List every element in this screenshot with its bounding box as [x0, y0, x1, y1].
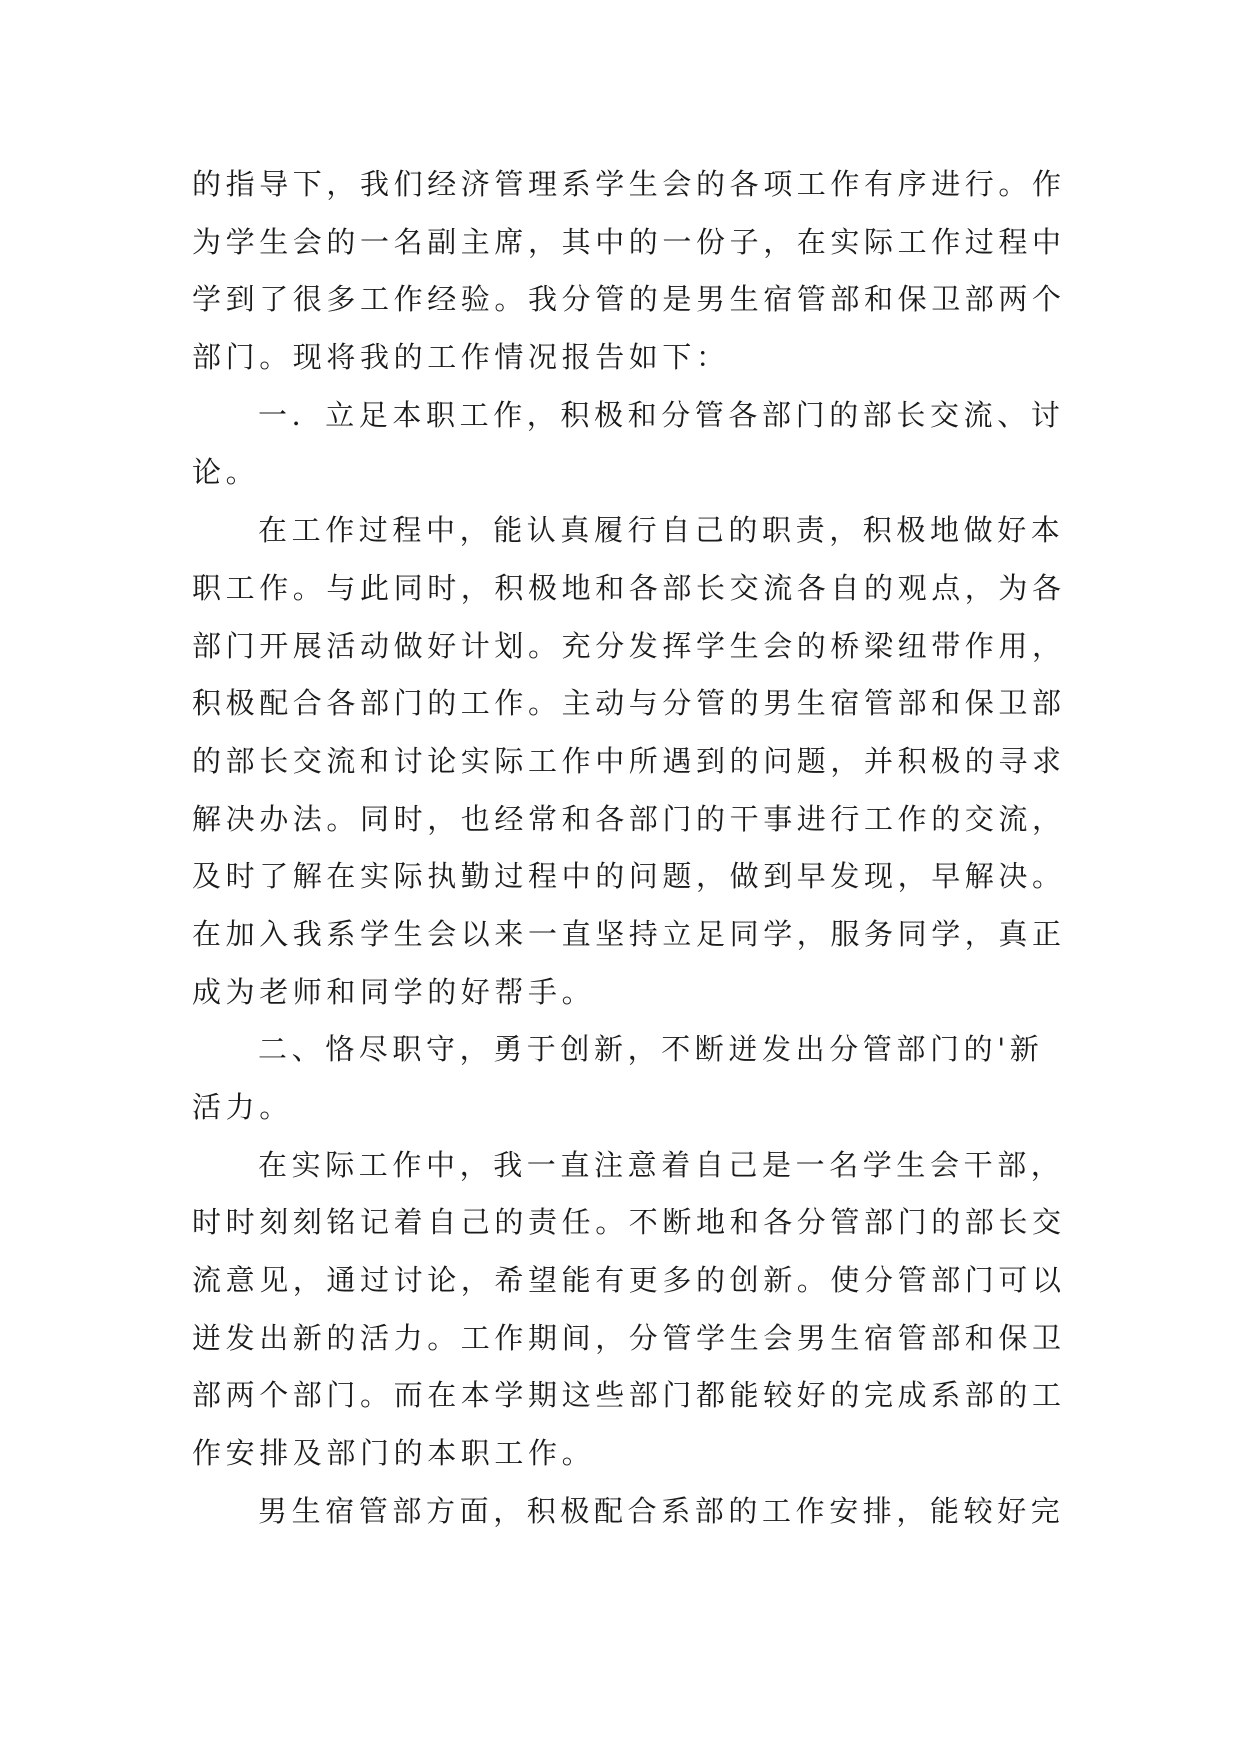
- text-line: 解决办法。同时，也经常和各部门的干事进行工作的交流，: [192, 801, 1066, 836]
- text-line: 职工作。与此同时，积极地和各部长交流各自的观点，为各: [192, 570, 1066, 605]
- text-line: 一．立足本职工作，积极和分管各部门的部长交流、讨: [258, 397, 1065, 432]
- text-line: 迸发出新的活力。工作期间，分管学生会男生宿管部和保卫: [192, 1320, 1066, 1355]
- text-line: 的指导下，我们经济管理系学生会的各项工作有序进行。作: [192, 167, 1066, 201]
- text-line: 为学生会的一名副主席，其中的一份子，在实际工作过程中: [192, 224, 1066, 259]
- text-line: 论。: [192, 455, 260, 490]
- text-line: 作安排及部门的本职工作。: [192, 1436, 596, 1471]
- text-line: 在加入我系学生会以来一直坚持立足同学，服务同学，真正: [192, 916, 1066, 951]
- text-line: 在实际工作中，我一直注意着自己是一名学生会干部，: [258, 1147, 1065, 1182]
- text-line: 及时了解在实际执勤过程中的问题，做到早发现，早解决。: [192, 859, 1066, 894]
- text-line: 部两个部门。而在本学期这些部门都能较好的完成系部的工: [192, 1378, 1066, 1413]
- document-body: [192, 156, 1066, 1541]
- text-line: 学到了很多工作经验。我分管的是男生宿管部和保卫部两个: [192, 282, 1066, 317]
- text-line: 在工作过程中，能认真履行自己的职责，积极地做好本: [258, 513, 1065, 548]
- text-line: 部门。现将我的工作情况报告如下：: [192, 340, 730, 375]
- text-line: 的部长交流和讨论实际工作中所遇到的问题，并积极的寻求: [192, 743, 1066, 778]
- text-line: 二、恪尽职守，勇于创新，不断迸发出分管部门的'新: [258, 1032, 1044, 1067]
- text-line: 男生宿管部方面，积极配合系部的工作安排，能较好完: [258, 1493, 1065, 1528]
- text-line: 积极配合各部门的工作。主动与分管的男生宿管部和保卫部: [192, 686, 1066, 721]
- text-line: 成为老师和同学的好帮手。: [192, 974, 596, 1009]
- text-line: 部门开展活动做好计划。充分发挥学生会的桥梁纽带作用，: [192, 628, 1066, 663]
- text-line: 时时刻刻铭记着自己的责任。不断地和各分管部门的部长交: [192, 1205, 1066, 1240]
- text-line: 活力。: [192, 1090, 293, 1124]
- text-line: 流意见，通过讨论，希望能有更多的创新。使分管部门可以: [192, 1263, 1066, 1298]
